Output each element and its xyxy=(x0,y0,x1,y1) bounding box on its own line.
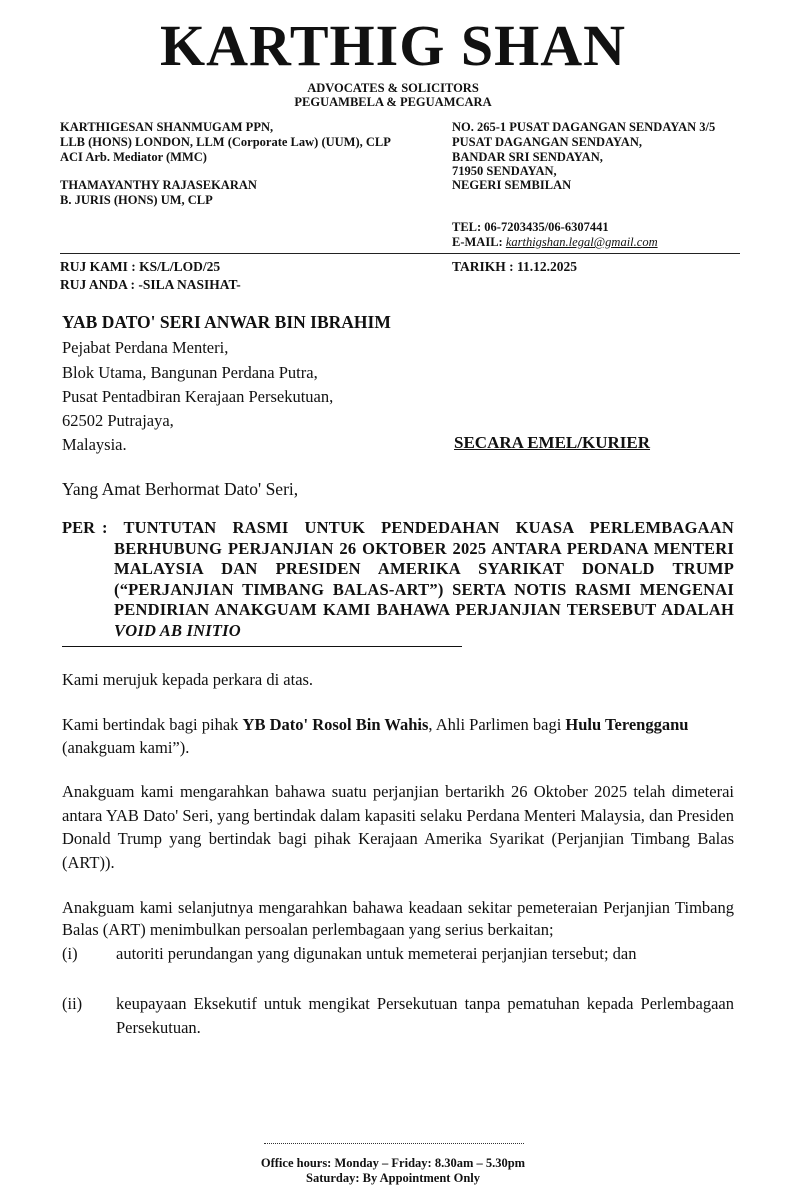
firm-subtitle-malay: PEGUAMBELA & PEGUAMCARA xyxy=(294,95,492,109)
our-reference: RUJ KAMI : KS/L/LOD/25 xyxy=(60,259,221,274)
delivery-method: SECARA EMEL/KURIER xyxy=(454,433,651,452)
recipient-address-1: Pejabat Perdana Menteri, xyxy=(62,338,229,357)
partner-1-name: KARTHIGESAN SHANMUGAM PPN, xyxy=(60,120,274,134)
office-hours: Office hours: Monday – Friday: 8.30am – 5.30pm xyxy=(260,1156,526,1170)
client-name: YB Dato' Rosol Bin Wahis xyxy=(242,715,429,734)
paragraph-2 xyxy=(62,713,734,759)
subject-body: TUNTUTAN RASMI UNTUK PENDEDAHAN KUASA PERLEMBAGAAN BERHUBUNG PERJANJIAN 26 OKTOBER 2025 ANTARA PERDANA MENTERI MALAYSIA DAN PRESIDEN AMERIKA SYARIKAT DONALD TRUMP (“PERJANJIAN TIMBANG BALAS-ART”) SERTA NOTIS RASMI MENGENAI PENDIRIAN ANAKGUAM KAMI BAHAWA PERJANJIAN TERSEBUT ADALAH xyxy=(114,518,734,619)
paragraph-4: Anakguam kami selanjutnya mengarahkan bahawa keadaan sekitar pemeteraian Perjanjian Timbang Balas (ART) menimbulkan persoalan perlembagaan yang serius berkaitan; xyxy=(62,898,734,939)
recipient-name: YAB DATO' SERI ANWAR BIN IBRAHIM xyxy=(62,312,391,332)
paragraph-2-part-c: , Ahli Parlimen bagi xyxy=(428,715,566,734)
address-line-1: NO. 265-1 PUSAT DAGANGAN SENDAYAN 3/5 xyxy=(452,120,716,134)
paragraph-3: Anakguam kami mengarahkan bahawa suatu perjanjian bertarikh 26 Oktober 2025 telah dimeterai antara YAB Dato' Seri, yang bertindak dalam kapasiti selaku Perdana Menteri Malaysia, dan Presiden Donald Trump yang bertindak bagi pihak Kerajaan Amerika Syarikat (Perjanjian Timbang Balas (ART)). xyxy=(62,782,734,872)
letter-date: TARIKH : 11.12.2025 xyxy=(452,259,578,274)
recipient-address-3: Pusat Pentadbiran Kerajaan Persekutuan, xyxy=(62,387,334,406)
recipient-address-2: Blok Utama, Bangunan Perdana Putra, xyxy=(62,363,318,382)
partner-1-accreditation: ACI Arb. Mediator (MMC) xyxy=(60,150,207,164)
subject-italic-tail: VOID AB INITIO xyxy=(114,620,241,640)
subject-text xyxy=(102,518,734,641)
list-marker-1: (i) xyxy=(62,944,78,963)
salutation: Yang Amat Berhormat Dato' Seri, xyxy=(62,479,299,499)
email-label: E-MAIL: xyxy=(452,235,503,249)
partner-2-qualifications: B. JURIS (HONS) UM, CLP xyxy=(60,193,213,207)
list-marker-2: (ii) xyxy=(62,994,83,1013)
saturday-hours: Saturday: By Appointment Only xyxy=(306,1171,480,1185)
firm-name: KARTHIG SHAN xyxy=(160,13,626,78)
paragraph-2-part-e: (anakguam kami”). xyxy=(62,738,190,757)
email-link[interactable]: karthigshan.legal@gmail.com xyxy=(505,235,658,249)
subject-underline xyxy=(62,646,462,647)
address-line-4: 71950 SENDAYAN, xyxy=(452,164,557,178)
subject-label: PER xyxy=(62,518,95,537)
firm-subtitle-english: ADVOCATES & SOLICITORS xyxy=(307,81,479,95)
address-line-5: NEGERI SEMBILAN xyxy=(452,178,572,192)
list-item-2: keupayaan Eksekutif untuk mengikat Persekutuan tanpa pematuhan kepada Perlembagaan Persekutuan. xyxy=(116,994,734,1037)
constituency-name: Hulu Terengganu xyxy=(565,715,689,734)
paragraph-2-part-a: Kami bertindak bagi pihak xyxy=(62,715,243,734)
paragraph-1: Kami merujuk kepada perkara di atas. xyxy=(62,670,314,689)
footer-divider xyxy=(264,1143,524,1144)
list-item-1: autoriti perundangan yang digunakan untuk memeterai perjanjian tersebut; dan xyxy=(116,944,637,963)
header-divider xyxy=(60,253,740,254)
address-line-3: BANDAR SRI SENDAYAN, xyxy=(452,150,603,164)
partner-1-qualifications: LLB (HONS) LONDON, LLM (Corporate Law) (UUM), CLP xyxy=(60,135,391,149)
address-line-2: PUSAT DAGANGAN SENDAYAN, xyxy=(452,135,642,149)
firm-email-row xyxy=(452,235,658,250)
your-reference: RUJ ANDA : -SILA NASIHAT- xyxy=(60,277,241,292)
subject-colon: : xyxy=(102,518,108,537)
partner-2-name: THAMAYANTHY RAJASEKARAN xyxy=(60,178,257,192)
recipient-address-4: 62502 Putrajaya, xyxy=(62,411,174,430)
recipient-address-5: Malaysia. xyxy=(62,435,127,454)
firm-telephone: TEL: 06-7203435/06-6307441 xyxy=(452,220,609,234)
